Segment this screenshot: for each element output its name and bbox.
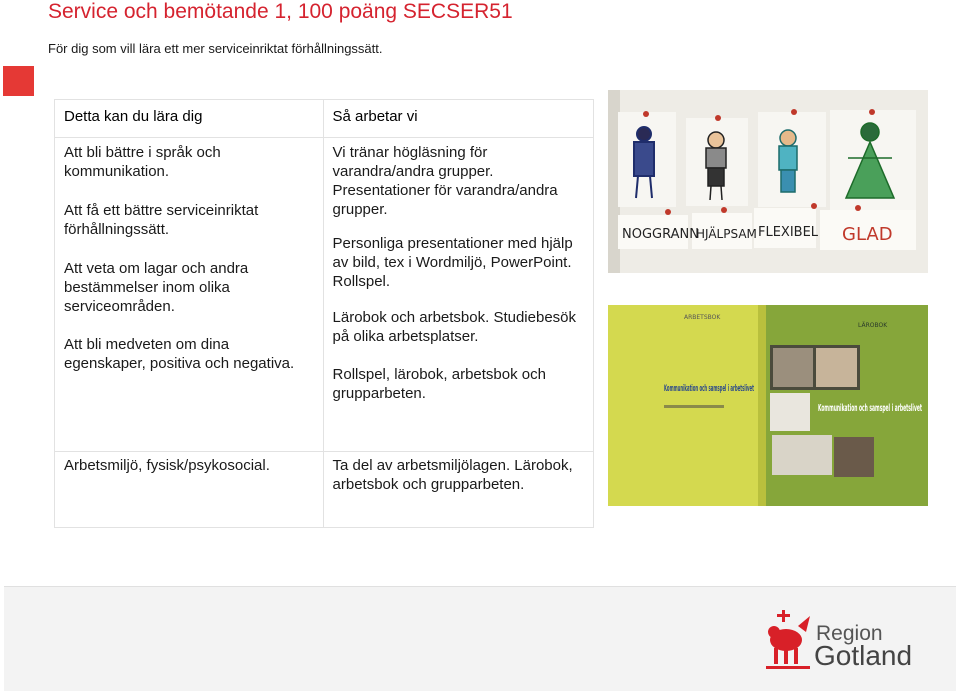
- book-left-top: ARBETSBOK: [684, 314, 721, 321]
- red-accent-square: [3, 66, 34, 96]
- method-item: Vi tränar högläsning för varandra/andra grupper. Presentationer för varandra/andra grupper.: [332, 144, 558, 218]
- method-item: Lärobok och arbetsbok. Studiebesök på olika arbetsplatser.: [332, 309, 577, 345]
- books-photo: [608, 305, 928, 506]
- table-row: [55, 138, 594, 452]
- logo-region-text: Region: [816, 622, 883, 645]
- drawings-photo: [608, 90, 928, 273]
- word-glad: GLAD: [842, 224, 893, 245]
- learn-item: Att bli medveten om dina egenskaper, positiva och negativa.: [64, 336, 295, 372]
- content-table: [54, 99, 594, 528]
- col1-header: Detta kan du lära dig: [64, 108, 203, 125]
- logo-gotland-text: Gotland: [814, 640, 913, 671]
- learn-item: Att få ett bättre serviceinriktat förhållningssätt.: [64, 202, 259, 238]
- word-hjalpsam: HJÄLPSAM: [696, 227, 757, 241]
- method-item: Rollspel, lärobok, arbetsbok och grupparbeten.: [332, 366, 546, 402]
- drawings-illustration: [608, 90, 928, 273]
- table-header-row: [55, 100, 594, 138]
- col2-header: Så arbetar vi: [332, 108, 418, 125]
- method-item: Personliga presentationer med hjälp av bild, tex i Wordmiljö, PowerPoint. Rollspel.: [332, 235, 573, 290]
- book-left-title: Kommunikation och samspel i arbetslivet: [664, 384, 755, 394]
- table-cell: [55, 452, 324, 528]
- books-illustration: [608, 305, 928, 506]
- table-cell: [323, 452, 593, 528]
- word-noggrann: NOGGRANN: [622, 227, 699, 242]
- learn-item: Att bli bättre i språk och kommunikation.: [64, 144, 221, 180]
- method-item: Ta del av arbetsmiljölagen. Lärobok, arbetsbok och grupparbeten.: [332, 457, 573, 493]
- table-cell: [55, 138, 324, 452]
- word-flexibel: FLEXIBEL: [758, 225, 819, 240]
- col2-header-cell: [323, 100, 593, 138]
- col1-header-cell: [55, 100, 324, 138]
- table-cell: [323, 138, 593, 452]
- page-subtitle: För dig som vill lära ett mer serviceinriktat förhållningssätt.: [48, 41, 383, 56]
- table-row: [55, 452, 594, 528]
- page-title: Service och bemötande 1, 100 poäng SECSER51: [48, 0, 513, 23]
- learn-item: Att veta om lagar och andra bestämmelser inom olika serviceområden.: [64, 260, 249, 315]
- book-right-title: Kommunikation och samspel i arbetslivet: [818, 403, 923, 414]
- book-right-top: LÄROBOK: [858, 322, 888, 329]
- learn-item: Arbetsmiljö, fysisk/psykosocial.: [64, 457, 270, 474]
